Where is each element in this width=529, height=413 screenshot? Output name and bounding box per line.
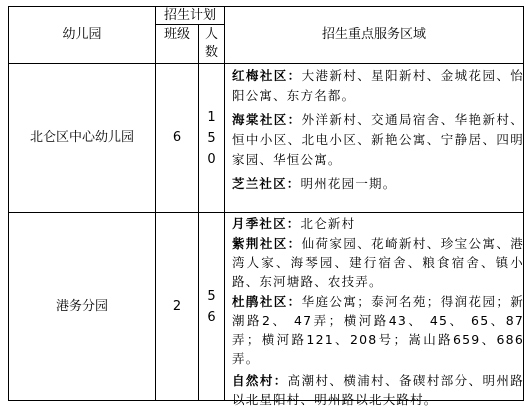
area-text: 仙荷家园、花崎新村、珍宝公寓、港湾人家、海琴园、建行宿舍、粮食宿舍、镇小路、东河塘路、农技弄。 xyxy=(232,236,524,289)
row-2-area-zijing xyxy=(232,234,524,291)
area-label: 海棠社区： xyxy=(232,112,302,127)
row-2-area-dujuan xyxy=(232,292,524,368)
header-area: 招生重点服务区域 xyxy=(321,27,426,42)
row-2-people xyxy=(199,213,224,400)
header-people xyxy=(199,25,224,63)
area-label: 月季社区： xyxy=(232,216,301,231)
row-1-classes: 6 xyxy=(172,130,182,145)
row-2-service-area xyxy=(232,214,524,413)
row-2-classes: 2 xyxy=(172,298,182,314)
row-1-area-zhilan xyxy=(232,174,524,194)
header-kindergarten: 幼儿园 xyxy=(62,27,102,42)
row-1-service-area xyxy=(232,66,524,198)
header-people-char-1: 人 xyxy=(204,27,218,42)
area-text: 北仑新村 xyxy=(300,216,356,231)
header-classes: 班级 xyxy=(163,27,190,42)
header-plan: 招生计划 xyxy=(163,7,216,23)
row-1-people-digit-1: 1 xyxy=(207,109,216,125)
row-2-kindergarten-name: 港务分园 xyxy=(55,298,108,314)
row-2-people-digit-1: 5 xyxy=(207,288,216,304)
row-1-people xyxy=(199,64,224,212)
row-1-people-digit-2: 5 xyxy=(207,130,216,146)
row-1-area-hongmei xyxy=(232,66,524,106)
row-1-kindergarten-name: 北仑区中心幼儿园 xyxy=(29,130,134,145)
row-1-area-haitang xyxy=(232,110,524,170)
area-text: 高潮村、横浦村、备碶村部分、明州路以北星阳村、明州路以北大路村。 xyxy=(232,373,524,407)
area-text: 大港新村、星阳新村、金城花园、怡阳公寓、东方名都。 xyxy=(232,68,524,103)
area-text: 外洋新村、交通局宿舍、华艳新村、恒中小区、北电小区、新艳公寓、宁静居、四明家园、华恒公寓。 xyxy=(232,112,524,167)
area-text: 华庭公寓；泰河名苑；得润花园；新潮路2、 47弄；横河路43、 45、 65、87弄；横河路121、208号；嵩山路659、686弄。 xyxy=(232,294,524,366)
area-label: 紫荆社区： xyxy=(232,236,302,251)
row-2-area-yueji xyxy=(232,214,524,233)
row-2-area-natural-village xyxy=(232,371,524,409)
area-label: 杜鹃社区： xyxy=(232,294,302,309)
header-people-char-2: 数 xyxy=(204,45,218,60)
area-label: 红梅社区： xyxy=(232,68,302,83)
area-label: 自然村： xyxy=(232,373,288,388)
row-2-people-digit-2: 6 xyxy=(207,309,216,325)
area-label: 芝兰社区： xyxy=(232,176,301,191)
area-text: 明州花园一期。 xyxy=(300,176,397,191)
col-divider-3 xyxy=(224,6,225,401)
row-1-people-digit-3: 0 xyxy=(207,151,216,167)
